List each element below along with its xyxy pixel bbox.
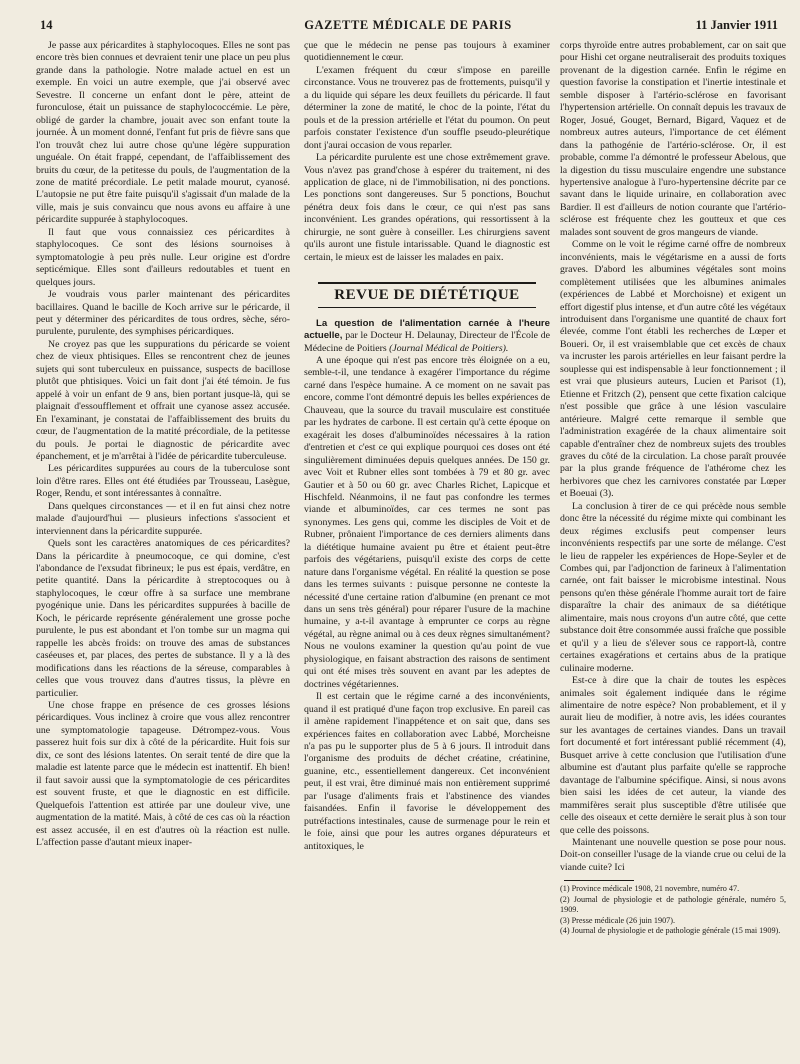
footnote: (2) Journal de physiologie et de pathologie générale, numéro 5, 1909.	[560, 894, 786, 915]
article-source: (Journal Médical de Poitiers).	[389, 342, 509, 354]
issue-date: 11 Janvier 1911	[695, 18, 778, 32]
paragraph: Il est certain que le régime carné a des inconvénients, quand il est pratiqué d'une façon trop exclusive. En pareil cas il amène rapidement l'inappétence et on sait que, dans ses expériences faites en collaboration avec Labbé, Morcheisne n'a pas pu le supporter plus de 5 à 6 jours. Il introduit dans l'organisme des produits de déchet créatine, créatinine, guanine, etc., essentiellement dangereux. Cet inconvénient peut, il est vrai, être diminué mais non entièrement supprimé par l'usage d'aliments frais et l'abstinence des viandes faisandées. Enfin il favorise le développement des putréfactions intestinales, cause de surmenage pour le rein et le foie, ainsi que pour les autres organes dépurateurs et antitoxiques, le	[304, 691, 550, 852]
column-middle	[304, 40, 550, 1056]
paragraph: Quels sont les caractères anatomiques de ces péricardites? Dans la péricardite à pneumocoque, ce qui domine, c'est l'abondance de l'exsudat fibrineux; le pus est épais, verdâtre, en petite quantité. Dans la péricardite à streptocoques ou à staphylocoques, le cœur offre à sa surface une membrane pyogénique unie. Dans les péricardites suppurées à bacille de Koch, le péricarde représente généralement une grosse poche purulente, le pus est abondant et l'on tombe sur un magma qui rappelle les abcès froids: on trouve des amas de substances caséeuses et, par places, des pertes de substance. Il y a là des modifications dans les réactions de la séreuse, comparables à celles que vous trouvez dans d'autres tissus, la plèvre en particulier.	[36, 538, 290, 699]
article-byline: par le Docteur H. Delaunay, Directeur de l'École de Médecine de Poitiers	[304, 330, 550, 354]
paragraph: L'examen fréquent du cœur s'impose en pareille circonstance. Vous ne trouverez pas de frottements, puisqu'il y a du liquide qui sépare les deux feuillets du péricarde. Il faut déterminer la zone de matité, le choc de la pointe, l'état du pouls et de la pression artérielle et l'état du poumon. On peut parfois constater l'existence d'un souffle pseudo-pleurétique dont j'aurai occasion de vous reparler.	[304, 64, 550, 151]
paragraph: Dans quelques circonstances — et il en fut ainsi chez notre malade d'aujourd'hui — plusieurs infections s'associent et interviennent dans la péricardite suppurée.	[36, 500, 290, 537]
article-heading	[304, 318, 550, 355]
page-number: 14	[40, 18, 53, 32]
column-right	[560, 40, 786, 1056]
paragraph: Les péricardites suppurées au cours de la tuberculose sont loin d'être rares. Elles ont été étudiées par Trousseau, Lasègue, Roger, Rendu, et sont intéressantes à connaître.	[36, 463, 290, 500]
footnote: (1) Province médicale 1908, 21 novembre, numéro 47.	[560, 884, 740, 894]
paragraph: Une chose frappe en présence de ces grosses lésions péricardiques. Vous inclinez à croire que vous allez rencontrer une symptomatologie tapageuse. Détrompez-vous. Vous passerez huit fois sur dix à côté de la péricardite. Huit fois sur dix, ce sont des lésions latentes. On serait tenté de dire que la maladie est latente parce que le médecin est inattentif. Eh bien! il faut savoir aussi que la symptomatologie de ces péricardites est souvent fruste, et que le diagnostic en est difficile. Quelquefois l'attention est attirée par une douleur vive, une augmentation de la matité. Mais, à côté de ces cas où la réaction est assez accusée, il en est d'autres où la réaction est nulle. L'affection passe d'autant mieux inaper-	[36, 700, 290, 848]
paragraph: Ne croyez pas que les suppurations du péricarde se voient chez de vieux phtisiques. Elles se rencontrent chez de jeunes sujets qui sont tuberculeux en puissance, suspects de bacillose plutôt que phtisiques. Voici un fait dont j'ai été témoin. Je fus appelé à voir un enfant de 9 ans, bien portant jusque-là, qui se plaignait d'essoufflement et offrait une cyanose assez accusée. En l'examinant, je constatai de l'affaiblissement des bruits du cœur, de l'augmentation de la matité précordiale, de la petitesse du pouls. Je portai le diagnostic de péricardite avec épanchement, et je m'arrêtai à l'idée de péricardite tuberculeuse.	[36, 338, 290, 462]
paragraph: Maintenant une nouvelle question se pose pour nous. Doit-on conseiller l'usage de la viande crue ou celui de la viande cuite? Ici	[560, 837, 786, 873]
paragraph: Je voudrais vous parler maintenant des péricardites bacillaires. Quand le bacille de Koch arrive sur le péricarde, il peut y déterminer des péricardites de tous ordres, sèche, séro-purulente, purulente, des symphises péricardiques.	[36, 289, 290, 338]
page-header	[36, 14, 780, 36]
column-left	[36, 40, 290, 1056]
paragraph: corps thyroïde entre autres probablement, car on sait que pour Hishi cet organe neutraliserait des produits toxiques provenant de la digestion carnée. Enfin le régime en question favorise la constipation et l'inertie intestinale et semble disposer à l'artério-sclérose en favorisant l'hypertension artérielle. On connaît depuis les travaux de Roger, Josué, Gouget, Bernard, Bigard, Vaquez et de nombreux autres auteurs, l'importance de cet élément dans la pathogénie de l'artério-sclérose. Or, il est probable, comme l'a démontré le professeur Abelous, que la digestion du tissu musculaire engendre une substance hypertensive analogue à l'uro-hypertensine décrite par ce savant dans le liquide urinaire, en collaboration avec Bardier. Il est d'ailleurs de notion courante que l'artério-sclérose est fréquente chez les goutteux et que ces malades sont souvent de gros mangeurs de viande.	[560, 40, 786, 238]
paragraph: Il faut que vous connaissiez ces péricardites à staphylocoques. Ce sont des lésions sournoises à symptomatologie à peu près nulle. Leur origine est d'ordre septicémique. Elles sont d'ailleurs redoutables et tuent en quelques jours.	[36, 226, 290, 288]
footnote-divider	[564, 880, 634, 881]
paragraph: Est-ce à dire que la chair de toutes les espèces animales soit également indiquée dans le régime alimentaire de notre espèce? Non probablement, et il y aurait lieu de modifier, à notre avis, les idées courantes sur les avantages de certaines viandes. Dans un travail fort documenté et fort intéressant publié récemment (4), Busquet arrive à cette conclusion que l'utilisation d'une albumine est d'autant plus parfaite qu'elle se rapproche davantage de l'albumine spécifique. Ainsi, si nous avons bien saisi les idées de cet auteur, la viande des mammifères serait plus susceptible d'être utilisée que celle des oiseaux et cette dernière le serait plus à son tour que celle des poissons.	[560, 675, 786, 836]
paragraph: La péricardite purulente est une chose extrêmement grave. Vous n'avez pas grand'chose à espérer du traitement, ni des application de glace, ni de l'immobilisation, ni des ponctions. Les ponctions sont dangereuses. Sur 5 ponctions, Bouchut pénétra deux fois dans le cœur, ce qui n'est pas sans inconvénient. Les grandes opérations, qui ressortissent à la chirurgie, ne sont guère à conseiller. Les chirurgiens savent qu'ils auront une fistule intarissable. Quand le diagnostic est certain, le mieux est de laisser les malades en paix.	[304, 152, 550, 263]
footnote: (4) Journal de physiologie et de pathologie générale (15 mai 1909).	[560, 925, 781, 935]
paragraph: Comme on le voit le régime carné offre de nombreux inconvénients, mais le végétarisme en a aussi de forts graves. D'abord les albumines végétales sont moins complètement utilisées que les albumines animales (expériences de Labbé et Morchoisne) et exigent un effort digestif plus intense, et d'un autre côté les végétaux introduisent dans l'organisme une quantité de chaux fort élevée, comme l'ont établi les recherches de Lœper et Boueri. Or, il est vraisemblable que cet excès de chaux va incruster les parois artérielles en leur faisant perdre la souplesse qui est indispensable à leur fonctionnement ; il est vrai que plusieurs auteurs, Lucien et Parisot (1), Etienne et Fritzch (2), pensent que cette fixation calcique n'est possible que grâce à une lésion vasculaire antérieure. Malgré cette remarque il semble que l'administration exagérée de la chaux alimentaire soit capable d'entraîner chez de nombreux sujets des troubles graves du côté de la circulation. La chose paraît prouvée par la plus grande fréquence de l'athérome chez les herbivores que chez les carnivores constatée par Lœper et Boeuai (3).	[560, 239, 786, 500]
article-title: La question de l'alimentation carnée à l'heure actuelle,	[304, 317, 550, 342]
section-title: REVUE DE DIÉTÉTIQUE	[318, 282, 536, 307]
journal-title: GAZETTE MÉDICALE DE PARIS	[304, 18, 512, 32]
paragraph: La conclusion à tirer de ce qui précède nous semble donc être la nécessité du régime mixte qui combinant les deux régimes exclusifs peut compenser leurs inconvénients respectifs par une sorte de mélange. C'est le lieu de rappeler les expériences de Hope-Seyler et de Combes qui, par l'adjonction de farineux à l'alimentation carnée, ont fait baisser le microbisme intestinal. Nous pensons qu'en thèse générale l'homme aurait tort de faire disparaître la chair des animaux de sa diététique alimentaire, mais nous croyons d'un autre côté, que cette substance doit être consommée aussi fraîche que possible et qu'il y a lieu de s'élever sous ce rapport-là, contre certaines exagérations et certains abus de la pratique culinaire moderne.	[560, 500, 786, 674]
paragraph: Je passe aux péricardites à staphylocoques. Elles ne sont pas encore très bien connues et devraient tenir une place un peu plus grande dans la pathologie. Notre malade actuel en est un exemple. En voici un autre exemple, que j'ai observé avec Sevestre. Il concerne un enfant dont le père, atteint de furonculose, était un puissance de staphylococcémie. Le père, obligé de garder la chambre, jouait avec son enfant toute la journée. À un moment donné, l'enfant fut pris de fièvre sans que l'on trouvât chez lui autre chose qu'une légère suppuration unguéale. On était frappé, cependant, de l'affaiblissement des bruits du cœur, de la petitesse du pouls, de l'augmentation de la zone de matité précordiale. Le petit malade mourut, cyanosé. L'autopsie ne put être faite puisqu'il s'agissait d'un malade de la ville, mais je suis convaincu que nous avons eu affaire à une péricardite suppurée à staphylocoques.	[36, 40, 290, 226]
footnote: (3) Presse médicale (26 juin 1907).	[560, 915, 676, 925]
paragraph: A une époque qui n'est pas encore très éloignée on a eu, semble-t-il, une tendance à exagérer l'importance du régime carné dans l'espèce humaine. A ce moment on ne savait pas encore, comme l'ont démontré depuis les belles expériences de Chauveau, que la source du travail musculaire est constituée par les hydrates de carbone. Il est certain qu'à cette époque on exagérait les doses d'albuminoïdes nécessaires à la ration d'entretien et c'est ce qui explique pourquoi ces doses ont été singulièrement diminuées depuis quelques années. De 150 gr. avec Voit et Rubner elles sont tombées à 79 et 80 gr. avec Gautier et à 50 ou 60 gr. avec Charles Richet, Lapicque et Hischfeld. Néanmoins, il ne faut pas confondre les termes viande et albuminoïdes, car ces termes ne sont pas synonymes. Les gens qui, comme les disciples de Voit et de Rubner, prônaient l'importance de ces derniers aliments dans la diététique humaine avaient pu être et étaient peut-être parfois des végétariens, puisqu'il existe des corps de cette nature dans l'organisme végétal. En réalité la question se pose dans les termes suivants : puisque personne ne conteste la nécessité d'une certaine ration d'albumine (en prenant ce mot dans un sens très général) pour réparer l'usure de la machine humaine, y a-t-il avantage à emprunter ce corps au règne végétal, au règne animal ou à ces deux règnes simultanément? Nous ne voulons examiner la question qu'au point de vue physiologique, en faisant abstraction des raisons de sentiment qui ont été mises très souvent en avant par les adeptes de doctrines végétariennes.	[304, 354, 550, 690]
paragraph: çue que le médecin ne pense pas toujours à examiner quotidiennement le cœur.	[304, 40, 550, 64]
